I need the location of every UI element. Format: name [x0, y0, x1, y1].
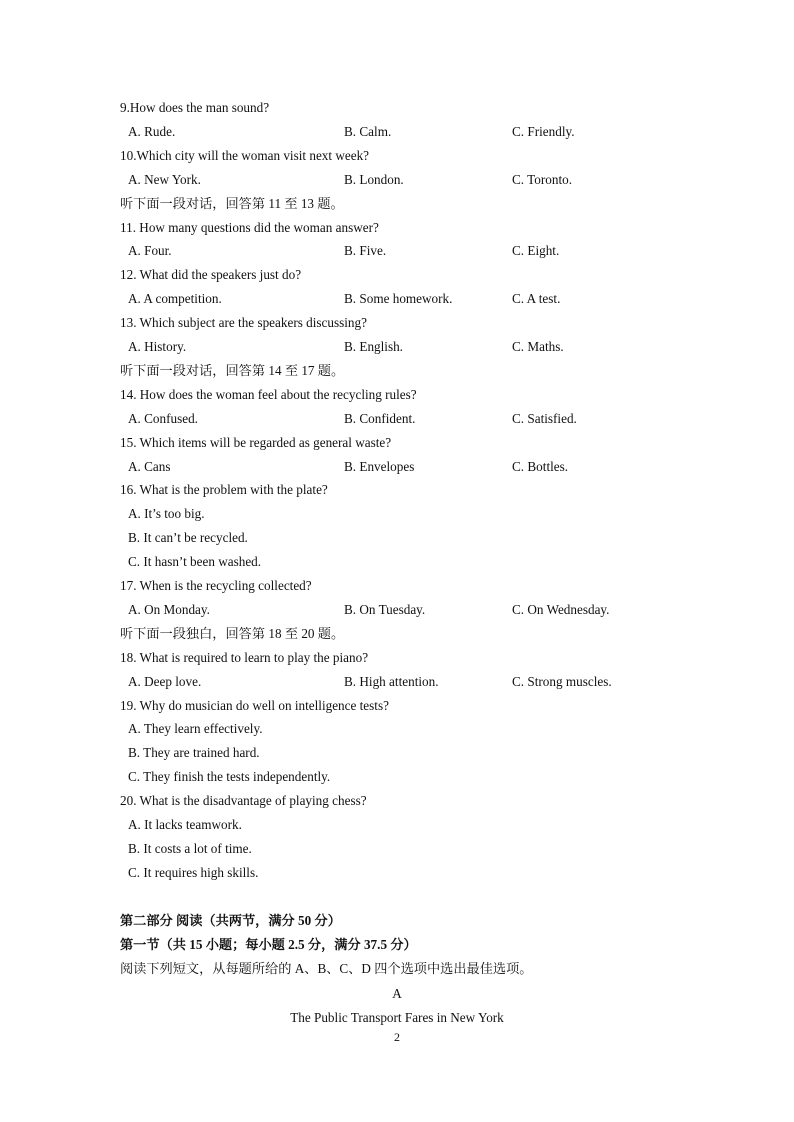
question-stem: 14. How does the woman feel about the recycling rules?: [120, 386, 417, 402]
question-stem: 18. What is required to learn to play the piano?: [120, 649, 369, 665]
question-stem: 16. What is the problem with the plate?: [120, 482, 328, 498]
question-stem: 20. What is the disadvantage of playing chess?: [120, 793, 367, 809]
answer-option: C. Strong muscles.: [512, 673, 612, 689]
answer-option: A. It lacks teamwork.: [128, 817, 242, 832]
answer-option: A. New York.: [128, 171, 201, 187]
answer-option: B. London.: [344, 171, 404, 187]
reading-instruction: 阅读下列短文，从每题所给的 A、B、C、D 四个选项中选出最佳选项。: [120, 961, 533, 976]
answer-option: A. Cans: [128, 458, 171, 474]
answer-option: A. A competition.: [128, 291, 222, 307]
answer-option: C. A test.: [512, 291, 561, 307]
answer-option: B. Some homework.: [344, 291, 453, 307]
answer-option: B. It can’t be recycled.: [128, 530, 248, 546]
answer-option: C. Friendly.: [512, 123, 575, 139]
question-stem: 15. Which items will be regarded as general waste?: [120, 434, 392, 450]
answer-option: A. Four.: [128, 243, 172, 259]
answer-option: A. Rude.: [128, 123, 176, 139]
answer-option: B. On Tuesday.: [344, 601, 426, 617]
question-stem: 9.How does the man sound?: [120, 100, 270, 115]
question-stem: 12. What did the speakers just do?: [120, 267, 302, 283]
answer-option: B. Confident.: [344, 410, 416, 426]
section-instruction: 听下面一段独白，回答第 18 至 20 题。: [120, 625, 345, 641]
answer-option: C. Toronto.: [512, 171, 573, 187]
answer-option: A. On Monday.: [128, 601, 210, 617]
answer-option: C. It hasn’t been washed.: [128, 554, 262, 570]
answer-option: C. Maths.: [512, 339, 564, 354]
answer-option: C. Eight.: [512, 243, 560, 259]
section-instruction: 听下面一段对话，回答第 14 至 17 题。: [120, 362, 345, 378]
answer-option: A. They learn effectively.: [128, 721, 263, 737]
question-stem: 11. How many questions did the woman answer?: [120, 219, 379, 235]
answer-option: C. They finish the tests independently.: [128, 769, 331, 785]
answer-option: B. They are trained hard.: [128, 745, 260, 761]
answer-option: B. High attention.: [344, 673, 439, 689]
answer-option: B. Calm.: [344, 123, 392, 139]
question-stem: 10.Which city will the woman visit next week?: [120, 147, 370, 163]
answer-option: B. It costs a lot of time.: [128, 840, 252, 856]
section-one-title: 第一节（共 15 小题；每小题 2.5 分，满分 37.5 分）: [120, 937, 417, 952]
question-stem: 17. When is the recycling collected?: [120, 578, 312, 593]
answer-option: C. Satisfied.: [512, 410, 577, 426]
answer-option: C. It requires high skills.: [128, 864, 259, 880]
answer-option: A. It’s too big.: [128, 506, 205, 522]
answer-option: B. Envelopes: [344, 458, 415, 474]
answer-option: B. Five.: [344, 243, 387, 259]
question-stem: 19. Why do musician do well on intelligence tests?: [120, 697, 389, 713]
passage-letter: A: [392, 986, 402, 1001]
answer-option: A. History.: [128, 339, 187, 354]
part-two-title: 第二部分 阅读（共两节，满分 50 分）: [120, 913, 341, 928]
question-stem: 13. Which subject are the speakers discussing?: [120, 315, 367, 331]
section-instruction: 听下面一段对话，回答第 11 至 13 题。: [120, 195, 344, 211]
page-number: 2: [394, 1030, 400, 1044]
answer-option: C. On Wednesday.: [512, 601, 610, 617]
answer-option: C. Bottles.: [512, 458, 569, 474]
answer-option: A. Confused.: [128, 410, 198, 426]
passage-title: The Public Transport Fares in New York: [290, 1010, 504, 1025]
answer-option: A. Deep love.: [128, 673, 202, 689]
answer-option: B. English.: [344, 339, 403, 354]
